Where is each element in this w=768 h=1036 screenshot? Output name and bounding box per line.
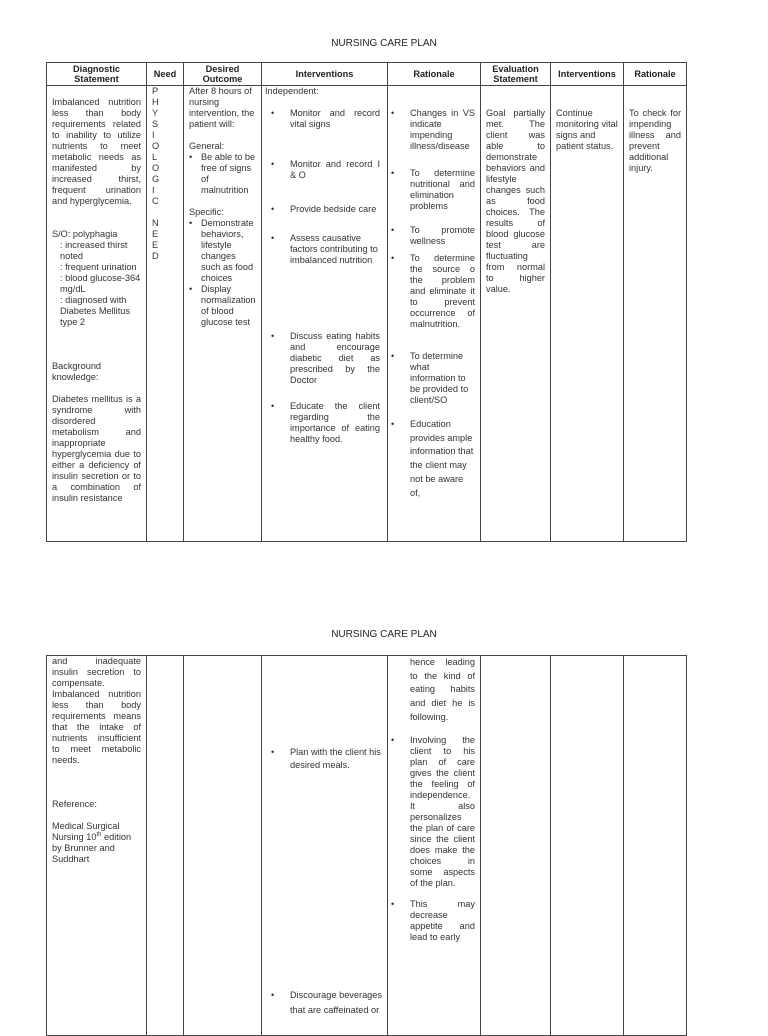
rationale-item: • To determine nutritional and elimination problems — [391, 168, 475, 212]
header-diagnostic: Diagnostic Statement — [47, 63, 147, 86]
page-title: NURSING CARE PLAN — [331, 38, 437, 49]
evaluation-text: Goal partially met. The client was able to demonstrate behaviors and lifestyle changes such as food choices. The results of blood glucose test are fluctuating from normal to higher value. — [486, 108, 545, 294]
so-item: : diagnosed with Diabetes Mellitus type 2 — [60, 295, 130, 327]
reference-title: Reference: — [52, 799, 97, 809]
need-letter: E — [152, 240, 159, 250]
so-item: : increased thirst noted — [60, 240, 128, 261]
need-letter: N — [152, 218, 159, 228]
need-letter: D — [152, 251, 159, 261]
intervention-item: • Provide bedside care — [271, 204, 380, 215]
need-letter-gap — [152, 207, 178, 218]
background-text: Diabetes mellitus is a syndrome with disordered metabolism and inappropriate hyperglycemia due to either a deficiency of insulin secretion or to a combination of insulin resistance — [52, 394, 141, 503]
need-letter: H — [152, 97, 159, 107]
need-letter: E — [152, 229, 159, 239]
need-cell-continued — [147, 656, 184, 1036]
need-letter: G — [152, 174, 160, 184]
rationale-item: • To promote wellness — [391, 225, 475, 247]
specific-title: Specific: — [189, 207, 224, 217]
diagnostic-continued-text: and inadequate insulin secretion to compensate. Imbalanced nutrition less than body requirements means that the intake of nutrients insufficient to meet metabolic needs. — [52, 656, 141, 765]
intervention-item: • Monitor and record I & O — [271, 159, 380, 181]
header-rationale: Rationale — [388, 63, 481, 86]
desired-outcome-cell-continued — [184, 656, 262, 1036]
need-letter: O — [152, 163, 160, 173]
need-cell — [147, 86, 184, 542]
diagnostic-cell-continued — [47, 656, 147, 1036]
intervention-item: • Educate the client regarding the importance of eating healthy food. — [271, 401, 380, 445]
diagnostic-cell — [47, 86, 147, 542]
rationale-2-text: To check for impending illness and prevent additional injury. — [629, 108, 681, 173]
desired-outcome-cell — [184, 86, 262, 542]
need-letter: I — [152, 130, 155, 140]
need-letter: S — [152, 119, 159, 129]
interventions-cell-continued — [262, 656, 388, 1036]
header-evaluation: Evaluation Statement — [481, 63, 551, 86]
so-item: : blood glucose-364 mg/dL — [60, 273, 141, 294]
evaluation-cell — [481, 86, 551, 542]
rationale-item: • To determine the source o the problem and eliminate it to prevent occurrence of malnutrition. — [391, 253, 475, 330]
intervention-item: • Plan with the client his desired meals. — [271, 746, 382, 772]
interventions-cell — [262, 86, 388, 542]
general-item: • Be able to be free of signs of malnutrition — [189, 152, 256, 196]
rationale-item: • Changes in VS indicate impending illness/disease — [391, 108, 475, 152]
so-title: S/O: polyphagia — [52, 229, 118, 239]
reference-title-text: Medical Surgical Nursing 10 — [52, 821, 120, 842]
desired-intro: After 8 hours of nursing intervention, the patient will: — [189, 86, 255, 129]
interventions-2-cell — [551, 86, 624, 542]
header-desired-outcome: Desired Outcome — [184, 63, 262, 86]
diagnostic-intro: Imbalanced nutrition less than body requirements related to inability to utilize nutrients to meet metabolic needs as manifested by increased thirst, frequent urination and hyperglycemia. — [52, 97, 141, 206]
page-title-2: NURSING CARE PLAN — [331, 629, 437, 640]
need-letter: O — [152, 141, 160, 151]
background-title: Background knowledge: — [52, 361, 102, 382]
reference-text — [52, 821, 141, 865]
rationale-item: • Involving the client to his plan of care gives the client the feeling of independence. It also personalizes the plan of care since the client does make the choices in some aspects of the plan. — [391, 735, 475, 889]
header-interventions: Interventions — [262, 63, 388, 86]
so-item: : frequent urination — [60, 262, 137, 272]
intervention-item: • Discourage beverages that are caffeinated or — [271, 988, 382, 1018]
header-need: Need — [147, 63, 184, 86]
rationale-item: • Education provides ample information that the client may not be aware of, — [391, 418, 475, 500]
rationale-2-cell — [624, 86, 687, 542]
care-plan-table-continued — [46, 655, 687, 1036]
rationale-continued-text: hence leading to the kind of eating habits and diet he is following. — [410, 657, 475, 722]
interventions-title: Independent: — [265, 86, 319, 96]
rationale-item: • To determine what information to be provided to client/SO — [391, 351, 475, 406]
rationale-2-cell-continued — [624, 656, 687, 1036]
intervention-item: • Monitor and record vital signs — [271, 108, 380, 130]
rationale-cell-continued — [388, 656, 481, 1036]
general-title: General: — [189, 141, 225, 151]
reference-superscript: th — [96, 832, 102, 838]
care-plan-table — [46, 62, 687, 542]
intervention-item: • Assess causative factors contributing to imbalanced nutrition — [271, 233, 380, 266]
header-rationale-2: Rationale — [624, 63, 687, 86]
interventions-2-text: Continue monitoring vital signs and patient status. — [556, 108, 618, 151]
interventions-2-cell-continued — [551, 656, 624, 1036]
specific-item: • Display normalization of blood glucose test — [189, 284, 256, 328]
need-letter: L — [152, 152, 158, 162]
reference-rest: edition by Brunner and Suddhart — [52, 832, 132, 864]
intervention-item: • Discuss eating habits and encourage diabetic diet as prescribed by the Doctor — [271, 331, 380, 386]
need-letter: P — [152, 86, 159, 96]
rationale-cell — [388, 86, 481, 542]
header-interventions-2: Interventions — [551, 63, 624, 86]
rationale-item: • This may decrease appetite and lead to early — [391, 899, 475, 943]
need-letter: C — [152, 196, 159, 206]
need-letter: I — [152, 185, 155, 195]
specific-item: • Demonstrate behaviors, lifestyle changes such as food choices — [189, 218, 256, 284]
need-letter: Y — [152, 108, 159, 118]
evaluation-cell-continued — [481, 656, 551, 1036]
